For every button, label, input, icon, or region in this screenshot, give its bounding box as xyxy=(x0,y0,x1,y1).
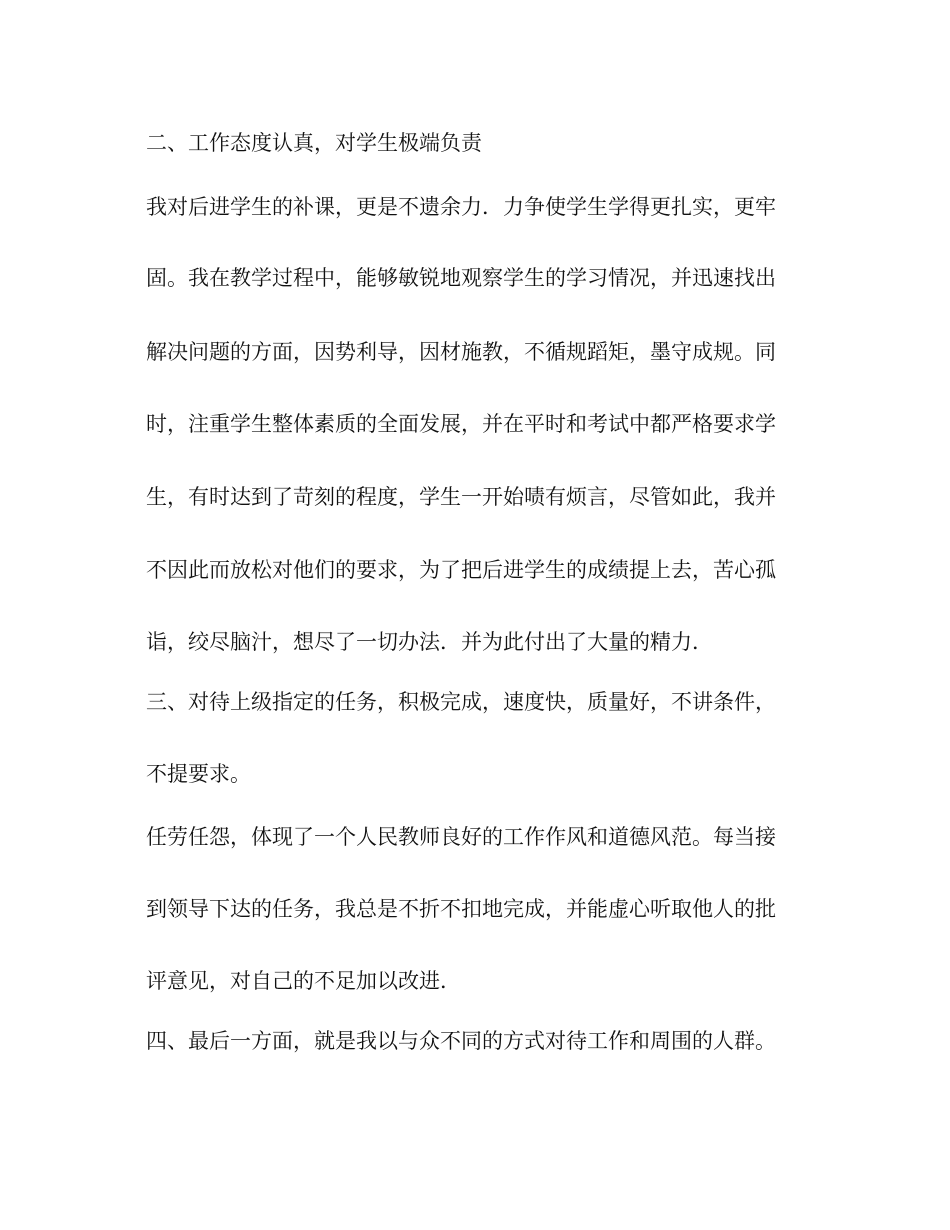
section-heading-4: 四、最后一方面，就是我以与众不同的方式对待工作和周围的人群。 xyxy=(146,1029,776,1053)
section-heading-3: 三、对待上级指定的任务，积极完成，速度快，质量好，不讲条件， xyxy=(146,690,776,714)
paragraph-line: 时，注重学生整体素质的全面发展，并在平时和考试中都严格要求学 xyxy=(146,412,776,436)
section-heading-3-continued: 不提要求。 xyxy=(146,762,251,786)
paragraph-line: 到领导下达的任务，我总是不折不扣地完成，并能虚心听取他人的批 xyxy=(146,897,776,921)
paragraph-line: 诣，绞尽脑汁，想尽了一切办法．并为此付出了大量的精力． xyxy=(146,630,713,654)
paragraph-line: 生，有时达到了苛刻的程度，学生一开始啧有烦言，尽管如此，我并 xyxy=(146,485,776,509)
paragraph-line: 我对后进学生的补课，更是不遗余力．力争使学生学得更扎实，更牢 xyxy=(146,195,776,219)
paragraph-line: 解决问题的方面，因势利导，因材施教，不循规蹈矩，墨守成规。同 xyxy=(146,340,776,364)
section-heading-2: 二、工作态度认真，对学生极端负责 xyxy=(146,131,482,155)
paragraph-line: 不因此而放松对他们的要求，为了把后进学生的成绩提上去，苦心孤 xyxy=(146,558,776,582)
paragraph-line: 任劳任怨，体现了一个人民教师良好的工作作风和道德风范。每当接 xyxy=(146,825,776,849)
paragraph-line: 评意见，对自己的不足加以改进． xyxy=(146,969,461,993)
paragraph-line: 固。我在教学过程中，能够敏锐地观察学生的学习情况，并迅速找出 xyxy=(146,266,776,290)
